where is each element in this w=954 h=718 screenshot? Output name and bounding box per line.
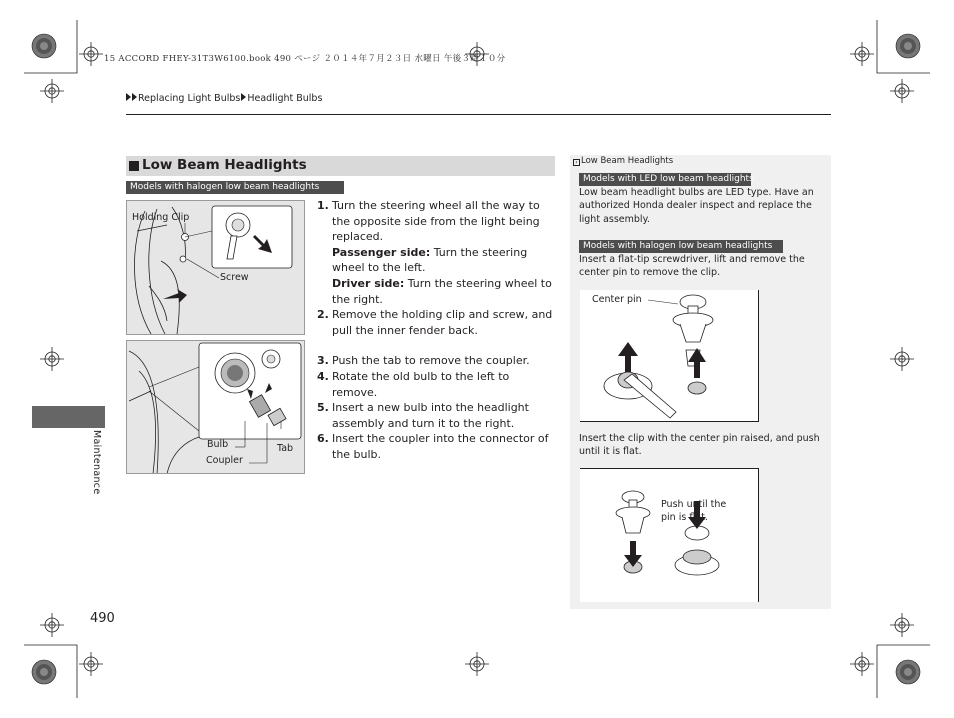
- step-number: 6.: [317, 432, 329, 446]
- header-rule: [126, 114, 831, 115]
- step-3: [317, 353, 557, 369]
- halogen-note-text: Insert a flat-tip screwdriver, lift and remove the center pin to remove the clip.: [579, 254, 805, 279]
- notes-panel: [570, 155, 831, 609]
- step-text: Remove the holding clip and screw, and pull the inner fender back.: [332, 308, 553, 337]
- passenger-text: Turn the steering wheel to the left.: [332, 245, 528, 275]
- driver-label: Driver side:: [332, 276, 405, 290]
- label-bulb: Bulb: [207, 439, 229, 450]
- led-model-label: Models with LED low beam headlights: [579, 173, 751, 186]
- section-heading: [126, 156, 555, 176]
- steps-list: [317, 198, 557, 463]
- model-label: Models with halogen low beam headlights: [126, 181, 344, 194]
- step-number: 3.: [317, 354, 329, 368]
- driver-text: Turn the steering wheel to the right.: [332, 276, 552, 306]
- step-text: Rotate the old bulb to the left to remove.: [332, 369, 510, 399]
- step-1: [317, 198, 557, 307]
- step-5: [317, 400, 557, 431]
- figure-fender-clip: [126, 200, 305, 335]
- label-tab: Tab: [277, 443, 294, 454]
- step-6: [317, 431, 557, 462]
- breadcrumb-arrow-icon: [126, 93, 131, 101]
- label-push-line2: pin is flat.: [661, 512, 708, 523]
- label-coupler: Coupler: [206, 455, 243, 466]
- breadcrumb-arrow-icon: [241, 93, 246, 101]
- label-push-line1: Push until the: [661, 499, 727, 510]
- halogen-model-label: Models with halogen low beam headlights: [579, 240, 783, 253]
- figure-bulb-coupler: [126, 340, 305, 474]
- push-pin-illustration: [580, 469, 759, 603]
- breadcrumb-item-headlight-bulbs[interactable]: Headlight Bulbs: [247, 93, 323, 104]
- step-number: 5.: [317, 401, 329, 415]
- section-square-icon: [129, 161, 139, 171]
- step-text: Insert the coupler into the connector of the bulb.: [332, 432, 549, 461]
- label-center-pin: Center pin: [592, 294, 642, 305]
- step-number: 1.: [317, 199, 329, 212]
- breadcrumb-item-replacing-light-bulbs[interactable]: Replacing Light Bulbs: [138, 93, 241, 104]
- print-header: 15 ACCORD FHEY-31T3W6100.book 490 ページ ２０１４年７月２３日 水曜日 午後３時１０分: [104, 54, 506, 64]
- breadcrumb: [126, 93, 322, 104]
- step-1-driver: [332, 276, 557, 307]
- section-tab: [32, 406, 105, 428]
- step-text: Push the tab to remove the coupler.: [332, 354, 530, 368]
- step-number: 2.: [317, 308, 329, 322]
- notes-title: › Low Beam Headlights: [573, 156, 673, 166]
- page-number: 490: [90, 611, 115, 626]
- step-4: [317, 369, 557, 400]
- step-number: 4.: [317, 369, 329, 383]
- label-holding-clip: Holding Clip: [132, 212, 190, 223]
- figure-push-pin: [580, 468, 759, 602]
- figure-center-pin: [580, 290, 759, 422]
- step-1-passenger: [332, 245, 557, 276]
- passenger-label: Passenger side:: [332, 245, 431, 259]
- label-screw: Screw: [220, 272, 249, 283]
- center-pin-illustration: [580, 290, 759, 422]
- step-2: [317, 307, 557, 338]
- step-text: Turn the steering wheel all the way to the opposite side from the light being replaced.: [332, 199, 540, 244]
- breadcrumb-arrow-icon: [132, 93, 137, 101]
- note-marker-icon: ›: [573, 159, 580, 166]
- step-text: Insert a new bulb into the headlight assembly and turn it to the right.: [332, 401, 529, 430]
- insert-note-text: Insert the clip with the center pin raised, and push until it is flat.: [579, 433, 820, 458]
- side-label-maintenance: Maintenance: [91, 430, 102, 495]
- led-note-text: Low beam headlight bulbs are LED type. Have an authorized Honda dealer inspect and replace the light assembly.: [579, 187, 814, 225]
- section-title: Low Beam Headlights: [142, 157, 307, 173]
